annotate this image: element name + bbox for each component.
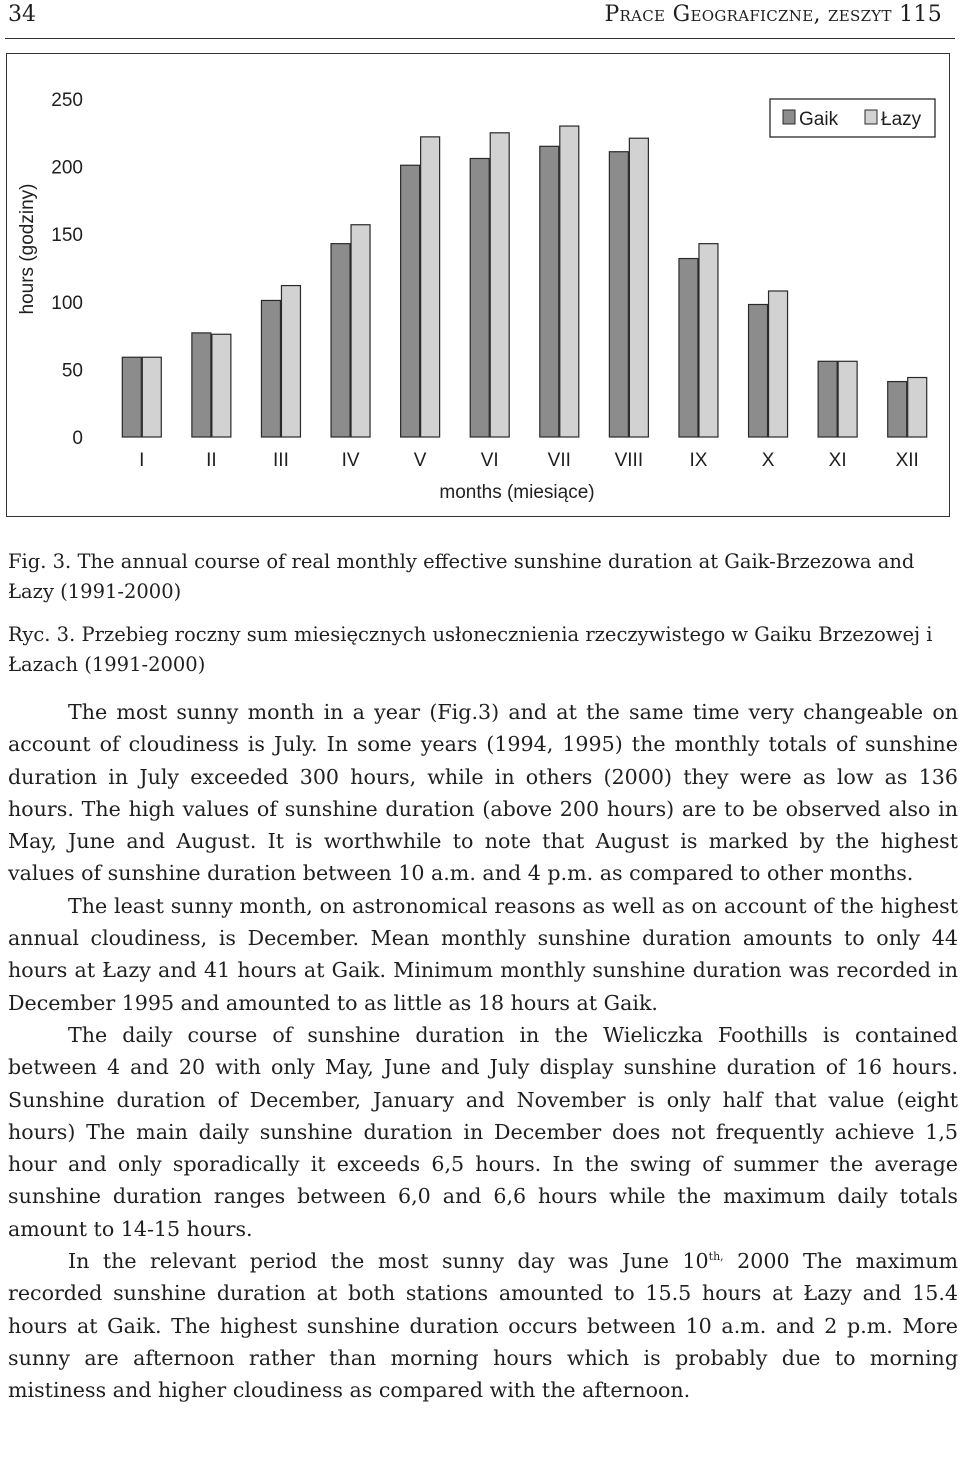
bar-gaik <box>192 333 211 437</box>
legend-label: Łazy <box>881 109 922 130</box>
y-tick-label: 100 <box>51 292 83 314</box>
bar-chart <box>7 54 949 516</box>
bar-lazy <box>769 291 788 437</box>
x-tick-label: V <box>413 450 427 471</box>
header-rule <box>5 38 955 39</box>
y-tick-label: 250 <box>51 90 83 111</box>
bar-lazy <box>838 361 857 437</box>
bar-gaik <box>470 158 489 437</box>
bar-gaik <box>609 152 628 437</box>
page-number: 34 <box>8 2 36 27</box>
x-tick-label: III <box>273 450 289 471</box>
y-tick-label: 50 <box>61 360 83 382</box>
paragraph-4-text-cont: 2000 The maximum recorded sunshine duration at both stations amounted to 15.5 hours at Łazy and 15.4 hours at Gaik. The highest sunshine duration occurs between 10 a.m. and 2 p.m. More sunny are afternoon rather than morning hours which is probably due to morning mistiness and higher cloudiness as compared with the afternoon. <box>8 1249 958 1403</box>
legend-swatch <box>865 110 877 124</box>
bar-gaik <box>888 382 907 437</box>
bar-gaik <box>540 146 559 437</box>
figure-caption-polish: Ryc. 3. Przebieg roczny sum miesięcznych usłonecznienia rzeczywistego w Gaiku Brzezowej i Łazach (1991-2000) <box>8 623 933 676</box>
x-tick-label: IV <box>341 450 360 471</box>
x-tick-label: X <box>761 450 775 471</box>
bar-lazy <box>142 357 161 437</box>
figure-caption-english: Fig. 3. The annual course of real monthly effective sunshine duration at Gaik-Brzezowa and Łazy (1991-2000) <box>8 550 915 603</box>
paragraph-3: The daily course of sunshine duration in the Wieliczka Foothills is contained between 4 and 20 with only May, June and July display sunshine duration of 16 hours. Sunshine duration of December, January and November is only half that value (eight hours) The main daily sunshine duration in December does not frequently achieve 1,5 hour and only sporadically it exceeds 6,5 hours. In the swing of summer the average sunshine duration ranges between 6,0 and 6,6 hours while the maximum daily totals amount to 14-15 hours. <box>8 1022 958 1241</box>
y-axis-label: hours (godziny) <box>17 183 38 315</box>
bar-gaik <box>331 244 350 437</box>
bar-gaik <box>122 357 141 437</box>
paragraph-4-text: In the relevant period the most sunny day was June 10 <box>68 1249 709 1274</box>
x-tick-label: I <box>139 450 145 471</box>
bar-lazy <box>421 137 440 437</box>
superscript-ordinal: th, <box>708 1250 724 1264</box>
bar-gaik <box>401 165 420 437</box>
bar-lazy <box>281 286 300 437</box>
x-tick-label: XII <box>895 450 919 471</box>
legend-swatch <box>783 110 795 124</box>
paragraph-1: The most sunny month in a year (Fig.3) and at the same time very changeable on account of cloudiness is July. In some years (1994, 1995) the monthly totals of sunshine duration in July exceeded 300 hours, while in others (2000) they were as low as 136 hours. The high values of sunshine duration (above 200 hours) are to be observed also in May, June and August. It is worthwhile to note that August is marked by the highest values of sunshine duration between 10 a.m. and 4 p.m. as compared to other months. <box>8 700 958 886</box>
bar-gaik <box>818 361 837 437</box>
y-tick-label: 0 <box>72 428 83 449</box>
figure-chart <box>6 53 950 517</box>
bar-lazy <box>212 334 231 437</box>
bar-lazy <box>351 225 370 437</box>
paragraph-2: The least sunny month, on astronomical reasons as well as on account of the highest annual cloudiness, is December. Mean monthly sunshine duration amounts to only 44 hours at Łazy and 41 hours at Gaik. Minimum monthly sunshine duration was recorded in December 1995 and amounted to as little as 18 hours at Gaik. <box>8 893 958 1015</box>
x-tick-label: II <box>206 450 217 471</box>
running-head: Prace Geograficzne, zeszyt 115 <box>604 2 942 27</box>
x-tick-label: IX <box>689 450 708 471</box>
bar-gaik <box>679 259 698 437</box>
x-tick-label: VIII <box>614 450 644 471</box>
bar-lazy <box>490 133 509 437</box>
x-tick-label: VII <box>547 450 571 471</box>
legend-label: Gaik <box>799 109 839 130</box>
x-axis-label: months (miesiące) <box>439 482 595 503</box>
bar-lazy <box>908 378 927 437</box>
bar-lazy <box>560 126 579 437</box>
body-text <box>8 696 958 1407</box>
paragraph-4 <box>8 1245 958 1406</box>
x-tick-label: VI <box>480 450 499 471</box>
bar-gaik <box>749 305 768 437</box>
bar-lazy <box>699 244 718 437</box>
x-tick-label: XI <box>828 450 847 471</box>
y-tick-label: 150 <box>51 225 83 247</box>
bar-lazy <box>629 138 648 437</box>
y-tick-label: 200 <box>51 157 83 179</box>
bar-gaik <box>261 300 280 437</box>
